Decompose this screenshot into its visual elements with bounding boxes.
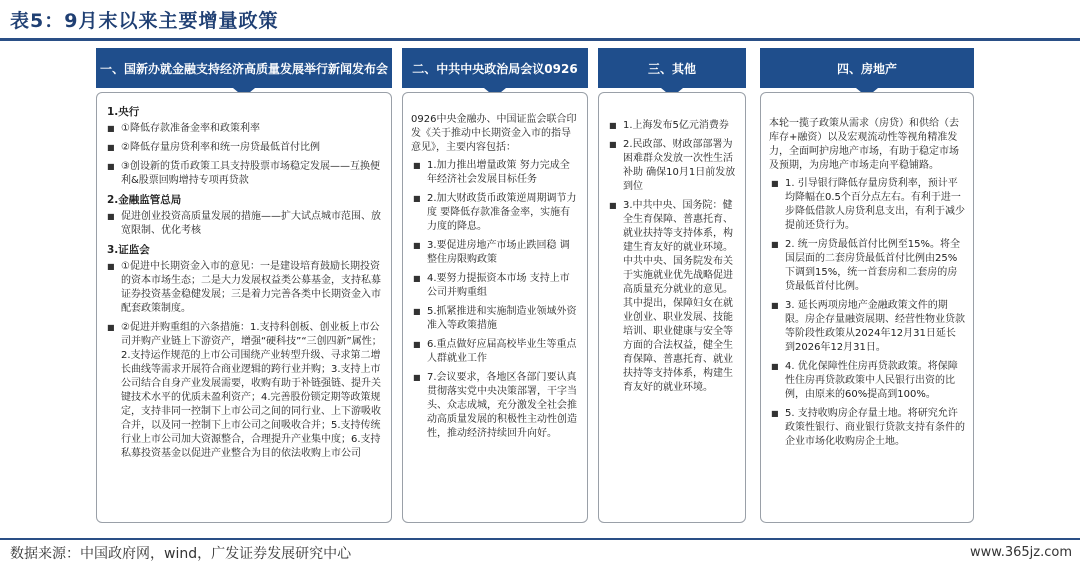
list-item: ■ 促进创业投资高质量发展的措施——扩大试点城市范围、放宽限制、优化考核: [105, 210, 383, 238]
column-3-header: 三、其他: [598, 48, 746, 88]
list-item: ■ 3. 延长两项房地产金融政策文件的期限。房企存量融资展期、经营性物业贷款等阶段性政策从2024年12月31日延长到2026年12月31日。: [769, 299, 965, 355]
list-item: ■ 2.加大财政货币政策逆周期调节力度 要降低存款准备金率，实施有力度的降息。: [411, 192, 579, 234]
list-item: ■ 2.民政部、财政部部署为困难群众发放一次性生活补助 确保10月1日前发放到位: [607, 138, 737, 194]
list-item: ■ ①降低存款准备金率和政策利率: [105, 122, 383, 136]
column-2-body: [402, 92, 588, 523]
title-divider: [0, 38, 1080, 41]
column-4-body: [760, 92, 974, 523]
list-item: ■ ①促进中长期资金入市的意见：一是建设培育鼓励长期投资的资本市场生态；二是大力发展权益类公募基金，支持私募证券投资基金稳健发展；三是着力完善各类中长期资金入市配套政策制度。: [105, 260, 383, 316]
column-4-header: 四、房地产: [760, 48, 974, 88]
list-item: ■ 3.要促进房地产市场止跌回稳 调整住房限购政策: [411, 239, 579, 267]
list-item: ■ 3.中共中央、国务院：健全生育保障、普惠托育、就业扶持等支持体系，构建生育友好的就业环境。中共中央、国务院发布关于实施就业优先战略促进高质量充分就业的意见。其中提出，保障妇女在就业创业、职业发展、技能培训、职业健康与安全等方面的合法权益，健全生育保障、普惠托育、就业扶持等支持体系，构建生育友好的就业环境。: [607, 199, 737, 395]
column-4: [760, 48, 974, 523]
column-2: [402, 48, 588, 523]
table-title: 表5：9月末以来主要增量政策: [10, 10, 279, 32]
column-3: [598, 48, 746, 523]
list-item: ■ 5.抓紧推进和实施制造业领域外资准入等政策措施: [411, 305, 579, 333]
list-item: ■ 2. 统一房贷最低首付比例至15%。将全国层面的二套房贷最低首付比例由25%下调到15%，统一首套房和二套房的房贷最低首付比例。: [769, 238, 965, 294]
list-item: ■ 1. 引导银行降低存量房贷利率，预计平均降幅在0.5个百分点左右。有利于进一步降低借款人房贷利息支出，有利于减少提前还贷行为。: [769, 177, 965, 233]
list-item: ■ ③创设新的货币政策工具支持股票市场稳定发展——互换便利&股票回购增持专项再贷款: [105, 160, 383, 188]
column-1: [96, 48, 392, 523]
data-source: 数据来源：中国政府网，wind，广发证券发展研究中心: [10, 546, 352, 562]
section-title: 2.金融监管总局: [107, 194, 182, 206]
intro-text: 本轮一揽子政策从需求（房贷）和供给（去库存+融资）以及宏观流动性等视角精准发力，全面呵护房地产市场，有助于稳定市场及预期，为房地产市场走向平稳铺路。: [769, 118, 959, 171]
column-1-header: 一、国新办就金融支持经济高质量发展举行新闻发布会: [96, 48, 392, 88]
list-item: ■ 1.加力推出增量政策 努力完成全年经济社会发展目标任务: [411, 159, 579, 187]
section-title: 1.央行: [107, 106, 140, 118]
list-item: ■ 6.重点做好应届高校毕业生等重点人群就业工作: [411, 338, 579, 366]
section-title: 3.证监会: [107, 244, 150, 256]
column-3-body: [598, 92, 746, 523]
list-item: ■ 4.要努力提振资本市场 支持上市公司并购重组: [411, 272, 579, 300]
list-item: ■ 7.会议要求，各地区各部门要认真贯彻落实党中央决策部署，干字当头、众志成城，充分激发全社会推动高质量发展的积极性主动性创造性，推动经济持续回升向好。: [411, 371, 579, 441]
list-item: ■ ②促进并购重组的六条措施：1.支持科创板、创业板上市公司并购产业链上下游资产，增强“硬科技”“三创四新”属性；2.支持运作规范的上市公司围绕产业转型升级、寻求第二增长曲线等需求开展符合商业逻辑的跨行业并购；3.支持上市公司结合自身产业发展需要，收购有助于补链强链、提升关键技术水平的优质未盈利资产；4.完善股份锁定期等政策规定，支持非同一控制下上市公司之间的同行业、上下游吸收合并，以及同一控制下上市公司之间吸收合并；5.支持传统行业上市公司加大资源整合，合理提升产业集中度；6.支持私募投资基金以促进产业整合为目的依法收购上市公司: [105, 321, 383, 461]
list-item: ■ 1.上海发布5亿元消费券: [607, 119, 737, 133]
title-bar: [0, 0, 1080, 40]
list-item: ■ 5. 支持收购房企存量土地。将研究允许政策性银行、商业银行贷款支持有条件的企业市场化收购房企土地。: [769, 407, 965, 449]
footer: [0, 538, 1080, 567]
column-2-header: 二、中共中央政治局会议0926: [402, 48, 588, 88]
watermark: www.365jz.com: [970, 545, 1072, 560]
list-item: ■ ②降低存量房贷利率和统一房贷最低首付比例: [105, 141, 383, 155]
footer-divider: [0, 538, 1080, 540]
list-item: ■ 4. 优化保障性住房再贷款政策。将保障性住房再贷款政策中人民银行出资的比例，由原来的60%提高到100%。: [769, 360, 965, 402]
column-1-body: [96, 92, 392, 523]
intro-text: 0926中央金融办、中国证监会联合印发《关于推动中长期资金入市的指导意见》，主要内容包括：: [411, 114, 577, 153]
